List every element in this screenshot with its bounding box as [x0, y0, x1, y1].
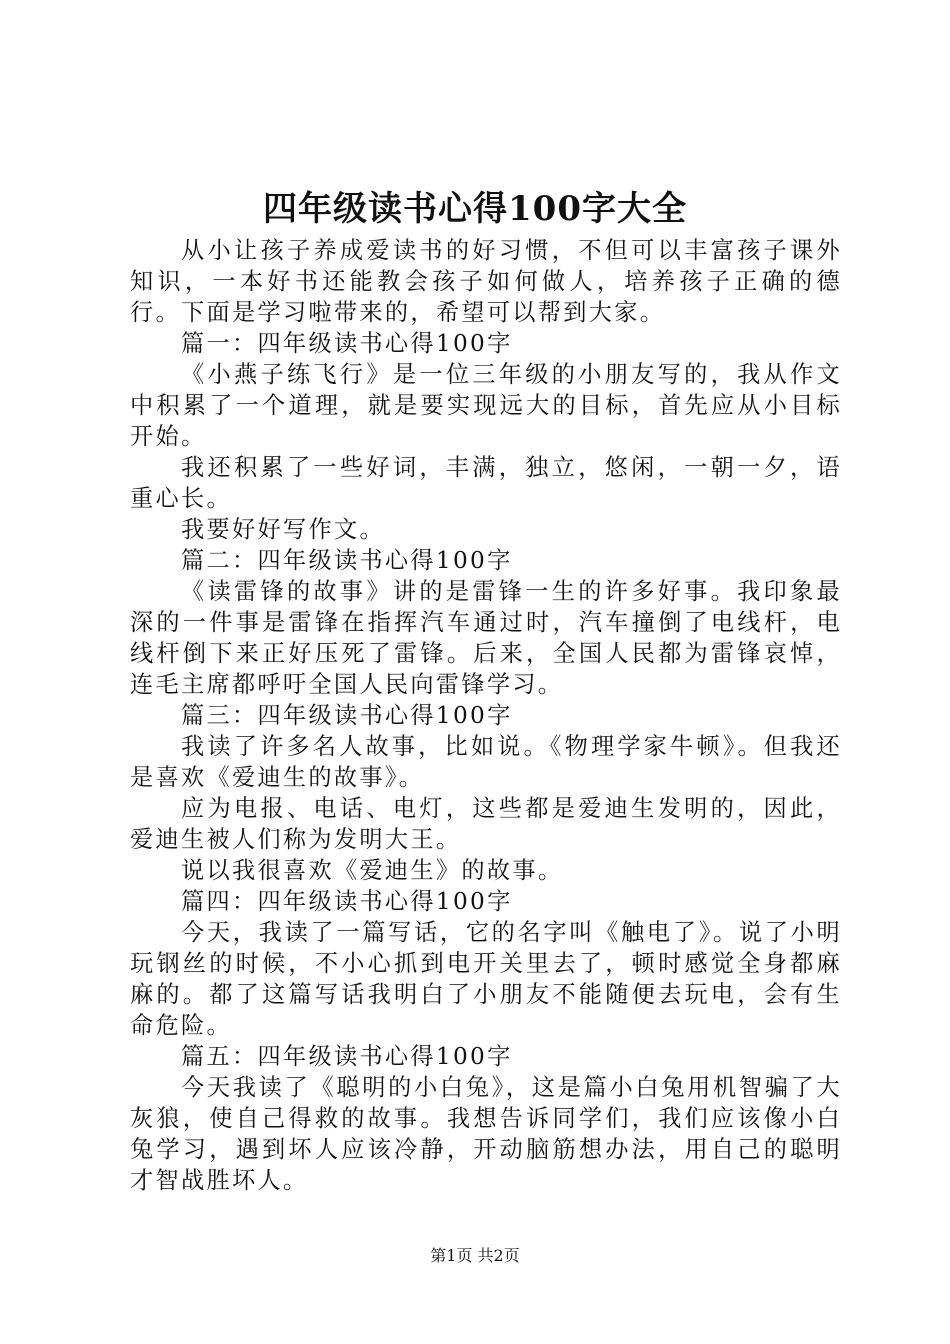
body-paragraph: 《小燕子练飞行》是一位三年级的小朋友写的，我从作文中积累了一个道理，就是要实现远大的目标，首先应从小目标开始。	[130, 361, 842, 450]
section-heading: 篇二：四年级读书心得100字	[181, 547, 513, 574]
body-paragraph: 今天我读了《聪明的小白兔》，这是篇小白兔用机智骗了大灰狼，使自己得救的故事。我想告诉同学们，我们应该像小白兔学习，遇到坏人应该冷静，开动脑筋想办法，用自己的聪明才智战胜坏人。	[130, 1074, 842, 1194]
page-number-footer: 第1页 共2页	[430, 1246, 520, 1265]
page-title: 四年级读书心得100字大全	[263, 189, 687, 229]
intro-paragraph: 从小让孩子养成爱读书的好习惯，不但可以丰富孩子课外知识，一本好书还能教会孩子如何做人，培养孩子正确的德行。下面是学习啦带来的，希望可以帮到大家。	[130, 237, 842, 326]
body-paragraph: 今天，我读了一篇写话，它的名字叫《触电了》。说了小明玩钢丝的时候，不小心抓到电开关里去了，顿时感觉全身都麻麻的。都了这篇写话我明白了小朋友不能随便去玩电，会有生命危险。	[130, 919, 842, 1039]
body-paragraph: 我要好好写作文。	[181, 516, 385, 543]
body-paragraph: 应为电报、电话、电灯，这些都是爱迪生发明的，因此，爱迪生被人们称为发明大王。	[130, 795, 842, 853]
body-paragraph: 我还积累了一些好词，丰满，独立，悠闲，一朝一夕，语重心长。	[130, 454, 842, 512]
body-paragraph: 《读雷锋的故事》讲的是雷锋一生的许多好事。我印象最深的一件事是雷锋在指挥汽车通过时，汽车撞倒了电线杆，电线杆倒下来正好压死了雷锋。后来，全国人民都为雷锋哀悼，连毛主席都呼吁全国人民向雷锋学习。	[130, 578, 842, 698]
body-paragraph: 说以我很喜欢《爱迪生》的故事。	[181, 857, 564, 884]
article-body	[130, 235, 842, 1196]
section-heading: 篇三：四年级读书心得100字	[181, 702, 513, 729]
section-heading: 篇四：四年级读书心得100字	[181, 888, 513, 915]
body-paragraph: 我读了许多名人故事，比如说。《物理学家牛顿》。但我还是喜欢《爱迪生的故事》。	[130, 733, 842, 791]
section-heading: 篇五：四年级读书心得100字	[181, 1043, 513, 1070]
section-heading: 篇一：四年级读书心得100字	[181, 330, 513, 357]
